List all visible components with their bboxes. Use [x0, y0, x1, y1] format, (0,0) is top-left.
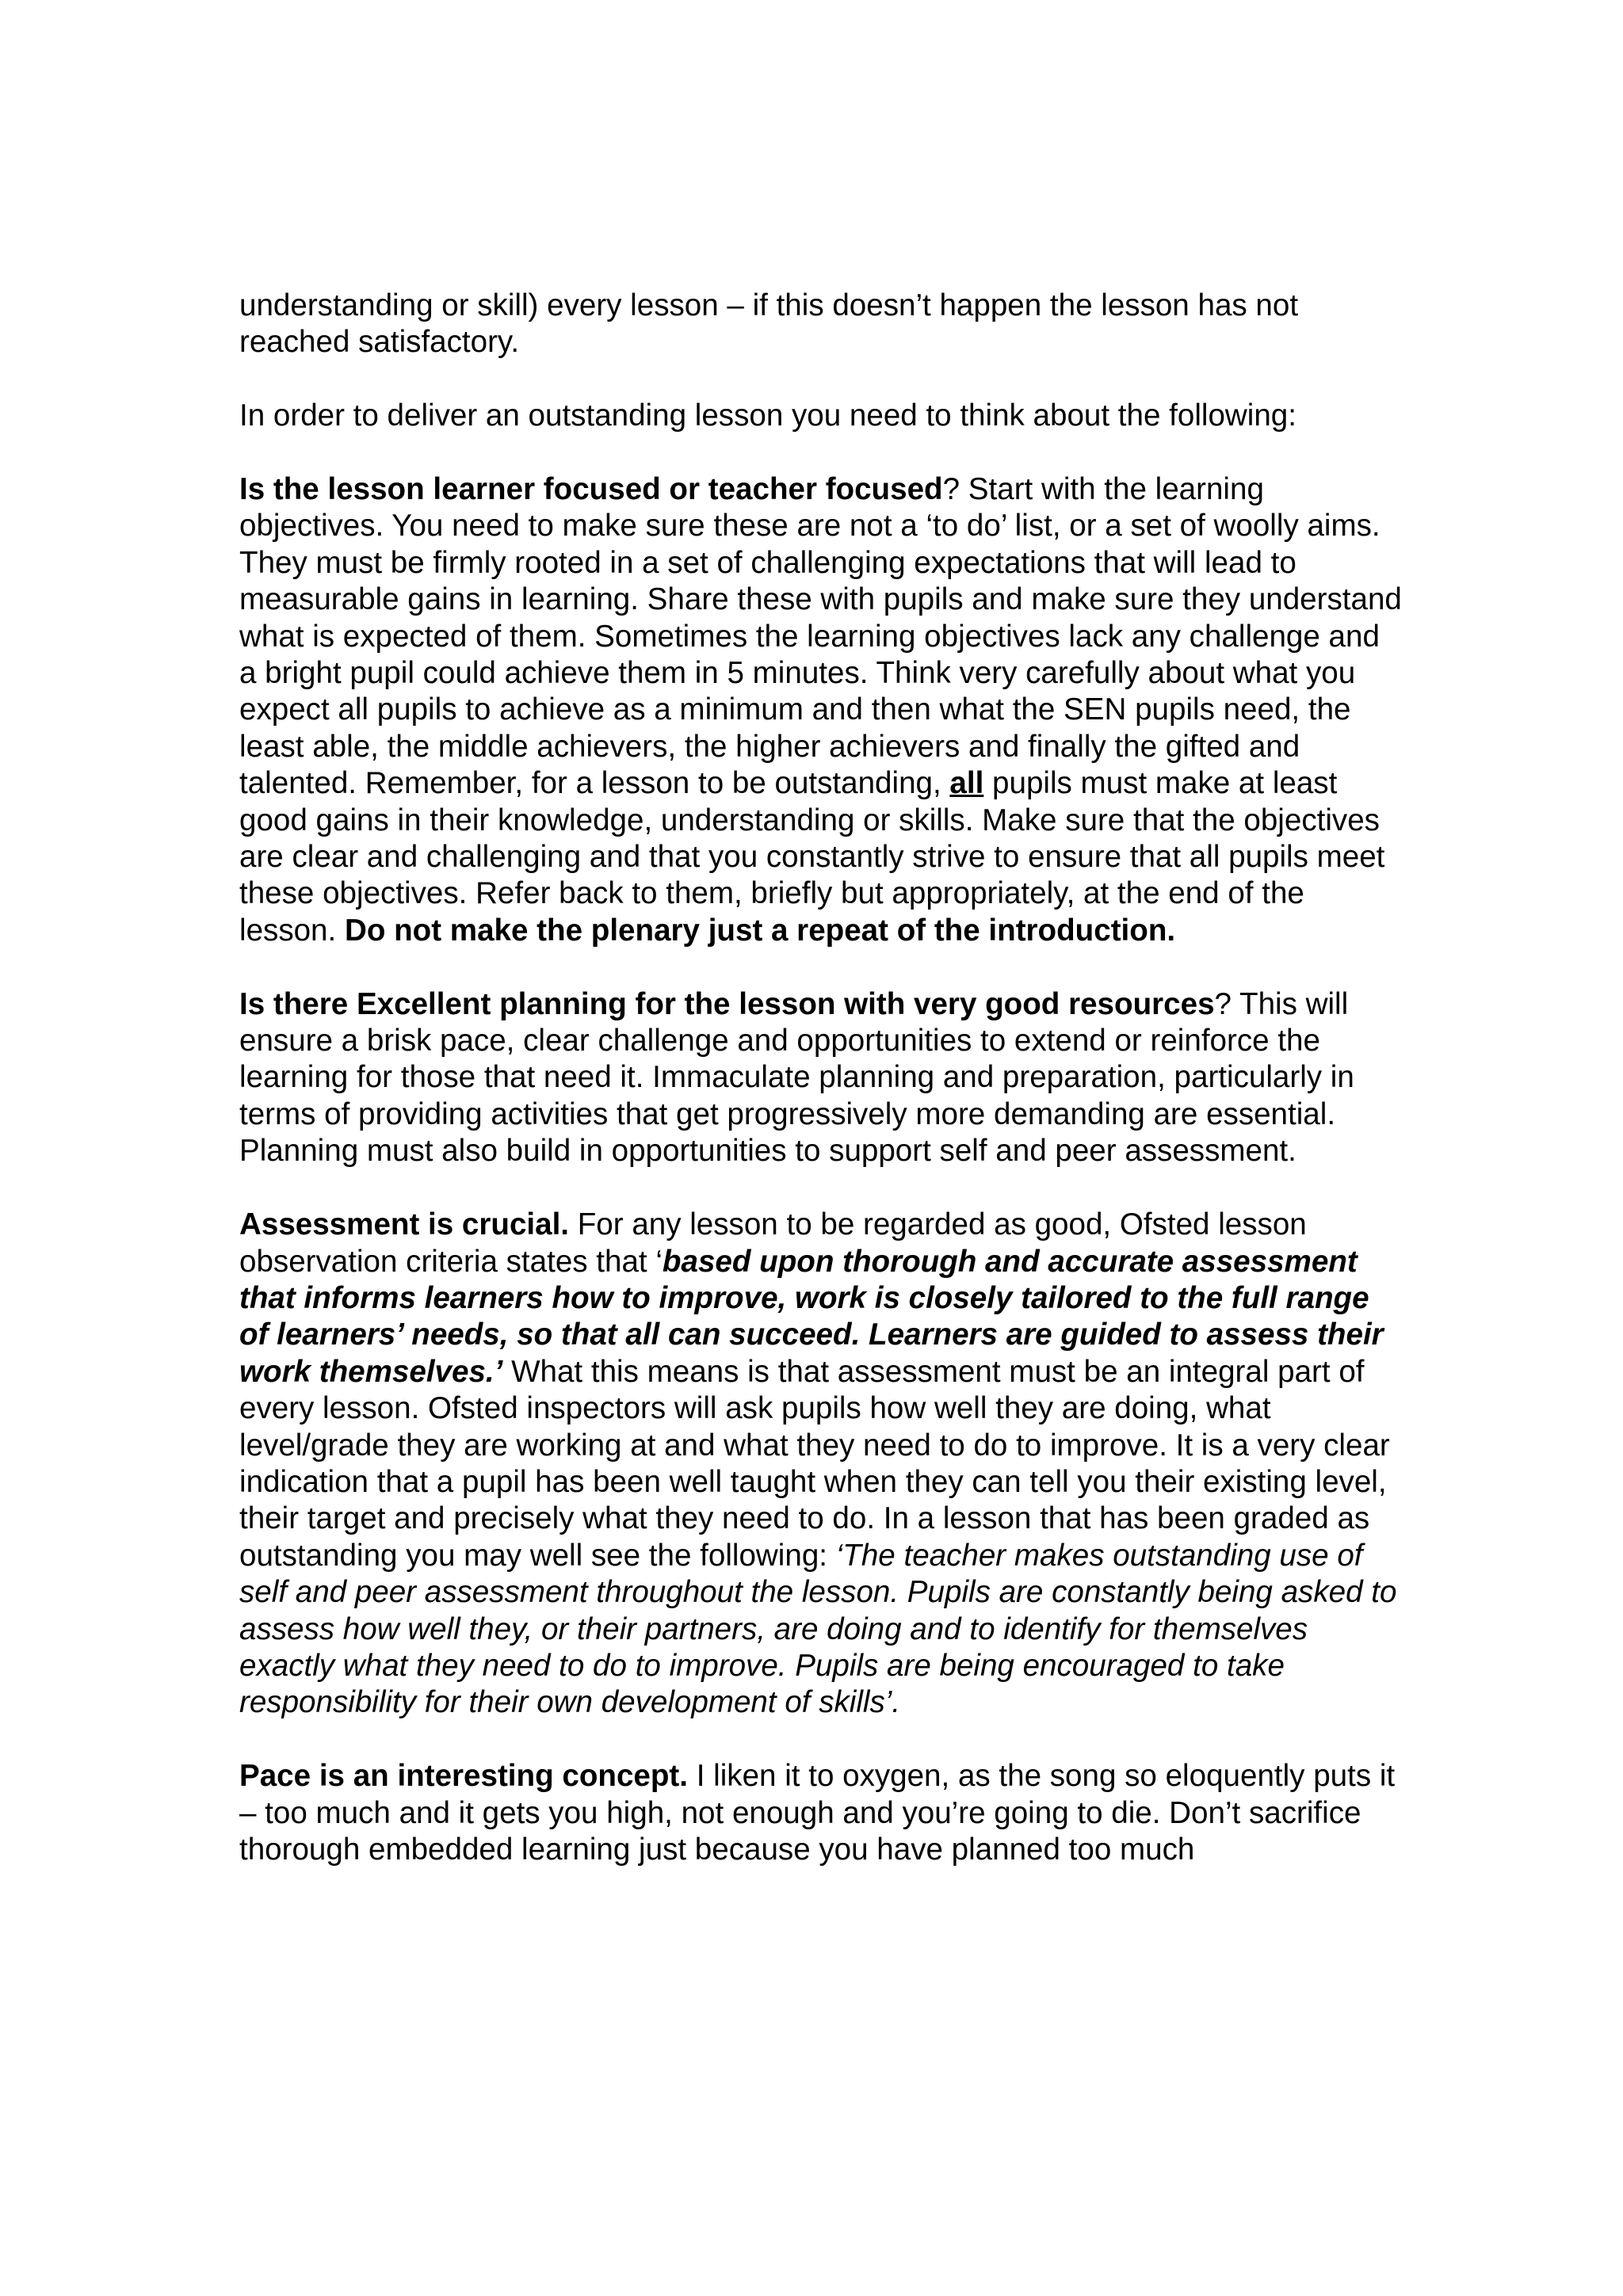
heading-run: Is there Excellent planning for the lesson with very good resources [239, 986, 1215, 1021]
emphasis-run: Do not make the plenary just a repeat of the introduction. [344, 913, 1176, 948]
text-run: understanding or skill) every lesson – if this doesn’t happen the lesson has not reached satisfactory. [239, 288, 1299, 360]
document-body [239, 288, 1404, 1868]
text-run: For any lesson to be regarded as good, Ofsted lesson observation criteria states that ‘ [239, 1207, 1307, 1279]
para-pace [239, 1758, 1404, 1868]
text-run: In order to deliver an outstanding lesson you need to think about the following: [239, 399, 1296, 433]
para-planning [239, 986, 1404, 1170]
heading-run: Assessment is crucial. [239, 1207, 570, 1242]
emphasis-run: all [949, 766, 984, 801]
text-run: I liken it to oxygen, as the song so eloquently puts it – too much and it gets you high, not enough and you’re going to die. Don’t sacrifice thorough embedded learning just because you have planned too much [239, 1759, 1396, 1867]
para-intro [239, 398, 1404, 434]
text-run: ? This will ensure a brisk pace, clear challenge and opportunities to extend or reinforce the learning for those that need it. Immaculate planning and preparation, particularly in terms of providing activities that get progressively more demanding are essential. Planning must also build in opportunities to support self and peer assessment. [239, 986, 1354, 1169]
text-run: What this means is that assessment must be an integral part of every lesson. Ofsted inspectors will ask pupils how well they are doing, what level/grade they are working at and what they need to do to improve. It is a very clear indication that a pupil has been well taught when they can tell you their existing level, their target and precisely what they need to do. In a lesson that has been graded as outstanding you may well see the following: [239, 1354, 1390, 1573]
text-run: ? Start with the learning objectives. You need to make sure these are not a ‘to do’ list, or a set of woolly aims. They must be firmly rooted in a set of challenging expectations that will lead to measurable gains in learning. Share these with pupils and make sure they understand what is expected of them. Sometimes the learning objectives lack any challenge and a bright pupil could achieve them in 5 minutes. Think very carefully about what you expect all pupils to achieve as a minimum and then what the SEN pupils need, the least able, the middle achievers, the higher achievers and finally the gifted and talented. Remember, for a lesson to be outstanding, [239, 472, 1402, 801]
para-assessment [239, 1207, 1404, 1722]
heading-run: Is the lesson learner focused or teacher focused [239, 472, 943, 506]
quote-run: based upon thorough and accurate assessment that informs learners how to improve, work is closely tailored to the full range of learners’ needs, so that all can succeed. Learners are guided to assess their work themselves.’ [239, 1244, 1384, 1389]
para-learner-focused [239, 471, 1404, 949]
heading-run: Pace is an interesting concept. [239, 1759, 688, 1794]
quote-run: ‘The teacher makes outstanding use of self and peer assessment throughout the lesson. Pupils are constantly being asked to assess how well they, or their partners, are doing and to identify for themselves exactly what they need to do to improve. Pupils are being encouraged to take responsibility for their own development of skills’. [239, 1538, 1397, 1720]
para-continuation [239, 288, 1404, 361]
text-run: pupils must make at least good gains in their knowledge, understanding or skills. Make sure that the objectives are clear and challenging and that you constantly strive to ensure that all pupils meet these objectives. Refer back to them, briefly but appropriately, at the end of the lesson. [239, 766, 1385, 948]
